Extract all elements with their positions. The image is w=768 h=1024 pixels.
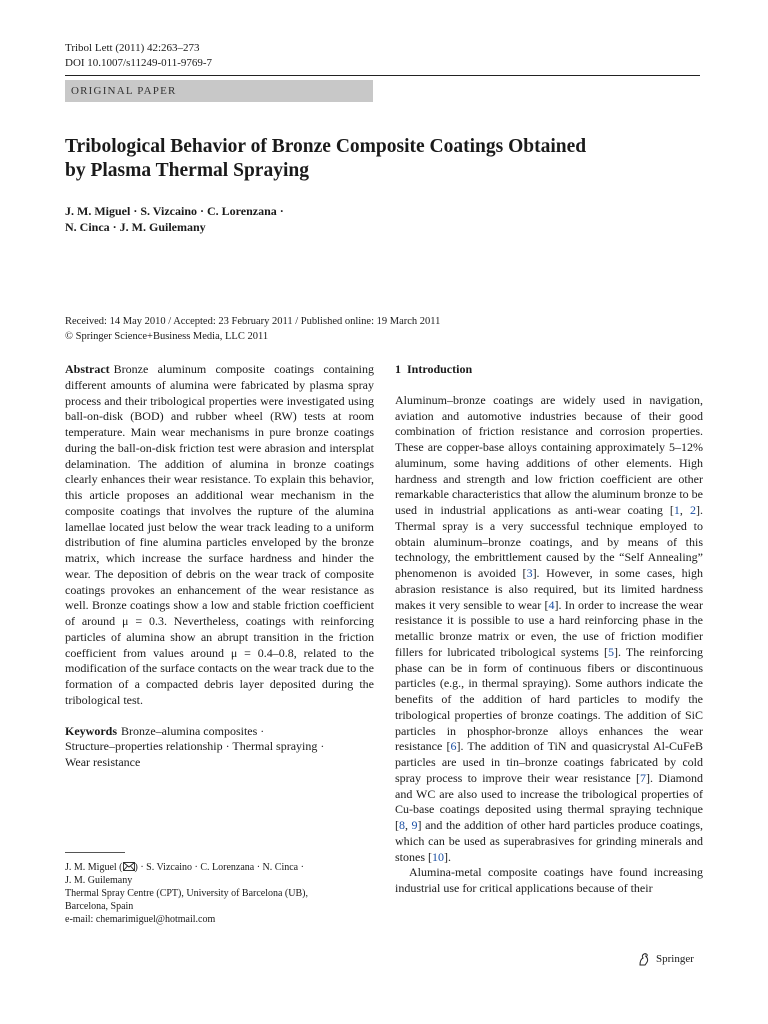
text-run: ]. Thermal spray is a very successful technique employed to obtain aluminum–bronze coatings, and by means of this technology, the embrittlement caused by the “Self Annealing” phenomenon is avoided [ [395, 503, 703, 580]
keywords-label: Keywords [65, 723, 117, 738]
article-type-banner: ORIGINAL PAPER [65, 80, 373, 102]
affiliation-author-rest: ) · S. Vizcaino · C. Lorenzana · N. Cinca · [134, 862, 304, 873]
paragraph [395, 393, 703, 866]
copyright-notice: © Springer Science+Business Media, LLC 2011 [65, 331, 269, 342]
publisher-logo [636, 951, 694, 967]
citation-link[interactable]: 6 [450, 739, 457, 754]
citation-link[interactable]: 3 [526, 566, 533, 580]
text-run: ]. The reinforcing phase can be in form of continuous fibers or discontinuous particles (e.g., in thermal spraying). Some authors indicate the benefits of the addition of hard particles to modify the tribological properties of bronze coatings. The addition of SiC particles in phosphor-bronze alloys enhances the wear resistance [ [395, 644, 704, 754]
paragraph: Alumina-metal composite coatings have found increasing industrial use for critical applications because of their [395, 865, 703, 895]
author-line: N. Cinca · J. M. Guilemany [65, 219, 206, 234]
journal-citation: Tribol Lett (2011) 42:263–273 [65, 42, 200, 54]
text-run: ]. The addition of TiN and quasicrystal Al-CuFeB particles are used in tin–bronze coatings fabricated by cold spray process to improve their wear resistance [ [395, 739, 703, 785]
citation-link[interactable]: 8 [399, 818, 405, 832]
text-run: ]. Diamond and WC are also used to increase the tribological properties of Cu-base coatings deposited using thermal spraying technique [ [395, 770, 704, 832]
history-dates: Received: 14 May 2010 / Accepted: 23 February 2011 / Published online: 19 March 2011 [65, 316, 441, 327]
introduction-body [395, 393, 703, 897]
citation-link[interactable]: 2 [690, 503, 696, 517]
text-run: ] and the addition of other hard particles produce coatings, which can be used as superabrasives for grinding minerals and stones [ [395, 818, 703, 864]
text-run: , [405, 818, 412, 832]
left-column [65, 362, 374, 771]
abstract [65, 362, 374, 709]
citation-link[interactable]: 1 [673, 503, 680, 517]
title-line: by Plasma Thermal Spraying [65, 160, 309, 181]
journal-doi[interactable]: DOI 10.1007/s11249-011-9769-7 [65, 57, 213, 69]
keyword-line: Wear resistance [65, 755, 141, 769]
text-run: , [679, 503, 690, 517]
text-run: ]. However, in some cases, high abrasion resistance is also required, but its limited hardness makes it very sensible to wear [ [395, 566, 704, 612]
keyword-line: Bronze–alumina composites · [121, 723, 265, 738]
right-column [395, 362, 703, 897]
author-line: J. M. Miguel · S. Vizcaino · C. Lorenzana · [65, 204, 284, 218]
envelope-icon[interactable] [123, 862, 135, 871]
citation-link[interactable]: 4 [548, 597, 555, 612]
publication-history [65, 314, 705, 344]
citation-link[interactable]: 5 [607, 644, 614, 659]
keywords [65, 724, 374, 771]
keyword-line: Structure–properties relationship · Thermal spraying · [65, 739, 325, 754]
header-rule [65, 75, 700, 76]
affiliation-email[interactable]: e-mail: chemarimiguel@hotmail.com [65, 914, 216, 925]
section-title: Introduction [407, 362, 473, 376]
affiliation-location: Barcelona, Spain [65, 901, 134, 912]
article-title [65, 135, 705, 183]
publisher-name: Springer [656, 953, 694, 965]
springer-horse-icon [636, 951, 652, 967]
affiliation-author-line: J. M. Guilemany [65, 875, 133, 886]
affiliation-institution: Thermal Spray Centre (CPT), University of Barcelona (UB), [65, 888, 308, 899]
text-run: ]. In order to increase the wear resistance it is possible to use a hard reinforcing phase in the metallic bronze matrix or even, the use of friction modifier fillers for lubricated tribological systems [ [395, 597, 703, 659]
section-heading-introduction [395, 362, 703, 378]
abstract-text: Bronze aluminum composite coatings containing different amounts of alumina were fabricated by plasma spray process and their tribological properties were investigated using ball-on-disk (BOD) and rubber wheel (RW) tests at room temperature. Main wear mechanisms in pure bronze coatings during the ball-on-disk friction test were abrasion and intersplat delamination. The addition of alumina in bronze coatings clearly enhances their wear resistance. To explain this behavior, this article proposes an additional wear mechanism in the composite coatings that involves the rupture of the alumina lamellae located just below the wear track leading to a uniform distribution of fine alumina particles enveloped by the bronze matrix, which increase the surface hardness and hinder the wear. The deposition of debris on the wear track of composite coatings provokes an enhancement of the wear resistance as well. Bronze coatings show a low and stable friction coefficient of around μ = 0.3. Nevertheless, coatings with reinforcing particles of alumina show an abrupt transition in the friction coefficient from values around μ = 0.4–0.8, related to the modification of the surface contacts on the wear track due to the formation of a compacted debris layer deposited during the tribological test. [65, 362, 374, 707]
abstract-label: Abstract [65, 362, 110, 376]
section-number: 1 [395, 362, 401, 376]
text-run: ]. [444, 849, 451, 864]
footnote-rule [65, 852, 125, 853]
text-run: Aluminum–bronze coatings are widely used in navigation, aviation and automotive industries because of their good combination of friction resistance and corrosion properties. These are copper-base alloys containing approximately 5–12% aluminum, some having additions of other elements. High hardness and strength and low friction coefficient are other remarkable characteristics that allow the aluminum bronze to be used in industrial applications as anti-wear coating [ [395, 392, 703, 517]
author-list [65, 204, 665, 235]
author-affiliation [65, 861, 374, 926]
citation-link[interactable]: 7 [640, 770, 647, 785]
affiliation-author-prefix: J. M. Miguel ( [65, 862, 123, 873]
citation-link[interactable]: 10 [432, 849, 444, 864]
journal-info [65, 41, 212, 71]
citation-link[interactable]: 9 [411, 818, 418, 832]
title-line: Tribological Behavior of Bronze Composite Coatings Obtained [65, 136, 587, 157]
